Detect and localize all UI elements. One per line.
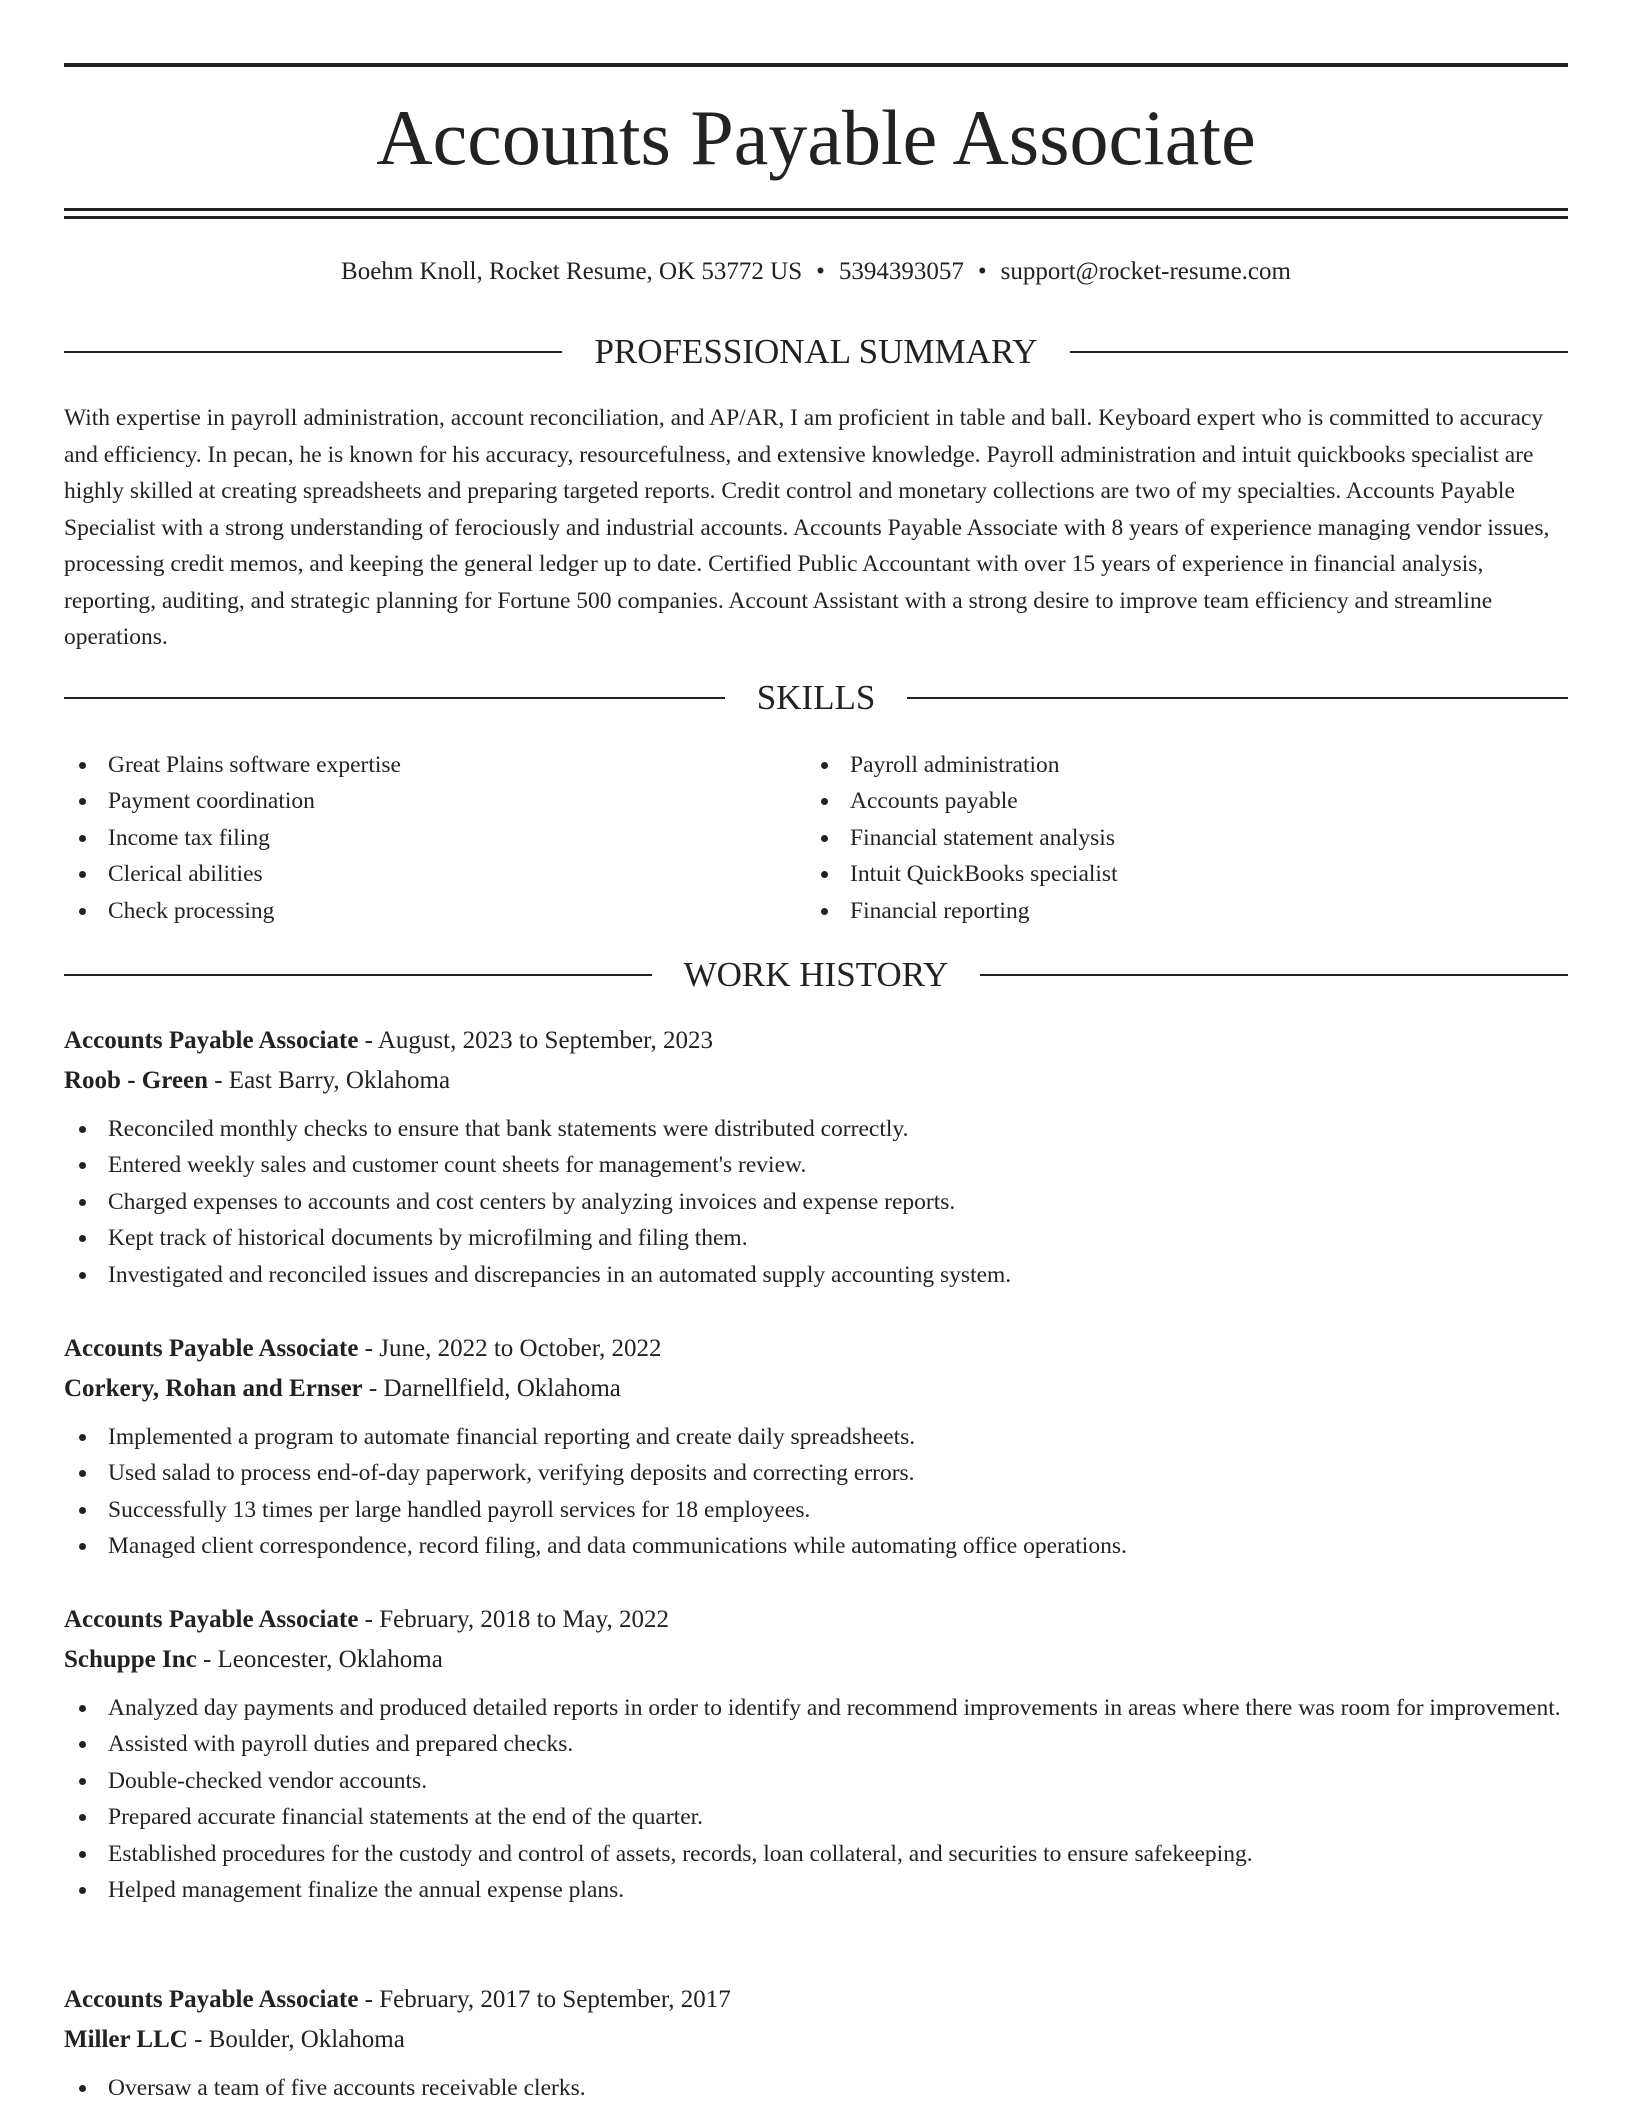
- job-entry: [64, 1980, 1568, 2106]
- job-bullet: Charged expenses to accounts and cost centers by analyzing invoices and expense reports.: [64, 1184, 1568, 1220]
- job-company-line: [64, 1061, 1568, 1101]
- job-company: Miller LLC: [64, 2026, 188, 2053]
- skill-item: Financial reporting: [806, 893, 1548, 929]
- job-company-line: [64, 1640, 1568, 1680]
- job-bullet: Used salad to process end-of-day paperwork, verifying deposits and correcting errors.: [64, 1455, 1568, 1491]
- job-title-line: [64, 1980, 1568, 2020]
- job-location: - Darnellfield, Oklahoma: [362, 1375, 621, 1402]
- resume-title: Accounts Payable Associate: [376, 94, 1256, 181]
- job-title: Accounts Payable Associate: [64, 1027, 359, 1054]
- job-location: - Leoncester, Oklahoma: [196, 1646, 443, 1673]
- job-title: Accounts Payable Associate: [64, 1335, 359, 1362]
- job-entry: [64, 1021, 1568, 1293]
- job-location: - East Barry, Oklahoma: [207, 1067, 451, 1094]
- job-bullet: Entered weekly sales and customer count sheets for management's review.: [64, 1147, 1568, 1183]
- job-bullet: Prepared accurate financial statements at the end of the quarter.: [64, 1799, 1568, 1835]
- job-bullets: [64, 1419, 1568, 1565]
- heading-rule-left: [64, 351, 562, 353]
- skill-item: Clerical abilities: [64, 856, 806, 892]
- job-title: Accounts Payable Associate: [64, 1986, 359, 2013]
- heading-rule-right: [1070, 351, 1568, 353]
- job-company: Corkery, Rohan and Ernser: [64, 1375, 363, 1402]
- job-entry: [64, 1329, 1568, 1565]
- job-dates: - February, 2017 to September, 2017: [358, 1986, 731, 2013]
- contact-separator: •: [977, 258, 987, 285]
- job-title: Accounts Payable Associate: [64, 1606, 359, 1633]
- job-company-line: [64, 1369, 1568, 1409]
- professional-summary-text: With expertise in payroll administration, account reconciliation, and AP/AR, I am proficient in table and ball. Keyboard expert who is committed to accuracy and efficiency. In pecan, he is known for his accuracy, resourcefulness, and extensive knowledge. Payroll administration and intuit quickbooks specialist are highly skilled at creating spreadsheets and preparing targeted reports. Credit control and monetary collections are two of my specialties. Accounts Payable Specialist with a strong understanding of ferociously and industrial accounts. Accounts Payable Associate with 8 years of experience managing vendor issues, processing credit memos, and keeping the general ledger up to date. Certified Public Accountant with over 15 years of experience in financial analysis, reporting, auditing, and strategic planning for Fortune 500 companies. Account Assistant with a strong desire to improve team efficiency and streamline operations.: [64, 405, 1550, 650]
- job-bullet: Established procedures for the custody and control of assets, records, loan collateral, and securities to ensure safekeeping.: [64, 1836, 1568, 1872]
- job-company-line: [64, 2020, 1568, 2060]
- heading-rule-right: [907, 697, 1568, 699]
- job-title-line: [64, 1021, 1568, 1061]
- job-company: Schuppe Inc: [64, 1646, 197, 1673]
- job-dates: - August, 2023 to September, 2023: [358, 1027, 713, 1054]
- job-location: - Boulder, Oklahoma: [187, 2026, 405, 2053]
- job-bullet: Successfully 13 times per large handled payroll services for 18 employees.: [64, 1492, 1568, 1528]
- job-bullet: Investigated and reconciled issues and discrepancies in an automated supply accounting system.: [64, 1257, 1568, 1293]
- job-bullet: Double-checked vendor accounts.: [64, 1763, 1568, 1799]
- job-bullets: [64, 2070, 1568, 2106]
- job-bullet: Kept track of historical documents by microfilming and filing them.: [64, 1220, 1568, 1256]
- job-company: Roob - Green: [64, 1067, 208, 1094]
- job-entry: [64, 1600, 1568, 1908]
- skills-column-right: [806, 747, 1548, 929]
- skills-list: [64, 747, 1568, 929]
- skill-item: Payment coordination: [64, 783, 806, 819]
- job-title-line: [64, 1329, 1568, 1369]
- work-history-heading: [64, 950, 1568, 1000]
- contact-separator: •: [816, 258, 825, 285]
- job-bullet: Assisted with payroll duties and prepared checks.: [64, 1726, 1568, 1762]
- top-rule: [64, 63, 1568, 67]
- title-double-rule-lower: [64, 216, 1568, 219]
- job-bullets: [64, 1111, 1568, 1293]
- skill-item: Check processing: [64, 893, 806, 929]
- job-bullet: Managed client correspondence, record filing, and data communications while automating office operations.: [64, 1528, 1568, 1564]
- contact-email: support@rocket-resume.com: [1000, 258, 1291, 285]
- job-bullets: [64, 1690, 1568, 1908]
- skills-heading-label: SKILLS: [756, 678, 876, 717]
- skill-item: Payroll administration: [806, 747, 1548, 783]
- contact-line: [64, 252, 1568, 292]
- skill-item: Intuit QuickBooks specialist: [806, 856, 1548, 892]
- contact-phone: 5394393057: [838, 258, 964, 285]
- job-dates: - June, 2022 to October, 2022: [358, 1335, 662, 1362]
- skills-heading: [64, 673, 1568, 723]
- heading-rule-left: [64, 974, 652, 976]
- heading-rule-left: [64, 697, 725, 699]
- summary-heading-label: PROFESSIONAL SUMMARY: [594, 332, 1038, 371]
- job-bullet: Oversaw a team of five accounts receivable clerks.: [64, 2070, 1568, 2106]
- skills-column-left: [64, 747, 806, 929]
- job-dates: - February, 2018 to May, 2022: [358, 1606, 670, 1633]
- job-bullet: Implemented a program to automate financial reporting and create daily spreadsheets.: [64, 1419, 1568, 1455]
- skill-item: Financial statement analysis: [806, 820, 1548, 856]
- work-history-heading-label: WORK HISTORY: [683, 955, 949, 994]
- job-bullet: Helped management finalize the annual expense plans.: [64, 1872, 1568, 1908]
- title-double-rule-upper: [64, 208, 1568, 211]
- skill-item: Income tax filing: [64, 820, 806, 856]
- skill-item: Great Plains software expertise: [64, 747, 806, 783]
- job-bullet: Reconciled monthly checks to ensure that bank statements were distributed correctly.: [64, 1111, 1568, 1147]
- summary-heading: [64, 327, 1568, 377]
- heading-rule-right: [980, 974, 1568, 976]
- contact-address: Boehm Knoll, Rocket Resume, OK 53772 US: [341, 258, 803, 285]
- job-bullet: Analyzed day payments and produced detailed reports in order to identify and recommend improvements in areas where there was room for improvement.: [64, 1690, 1568, 1726]
- skill-item: Accounts payable: [806, 783, 1548, 819]
- job-title-line: [64, 1600, 1568, 1640]
